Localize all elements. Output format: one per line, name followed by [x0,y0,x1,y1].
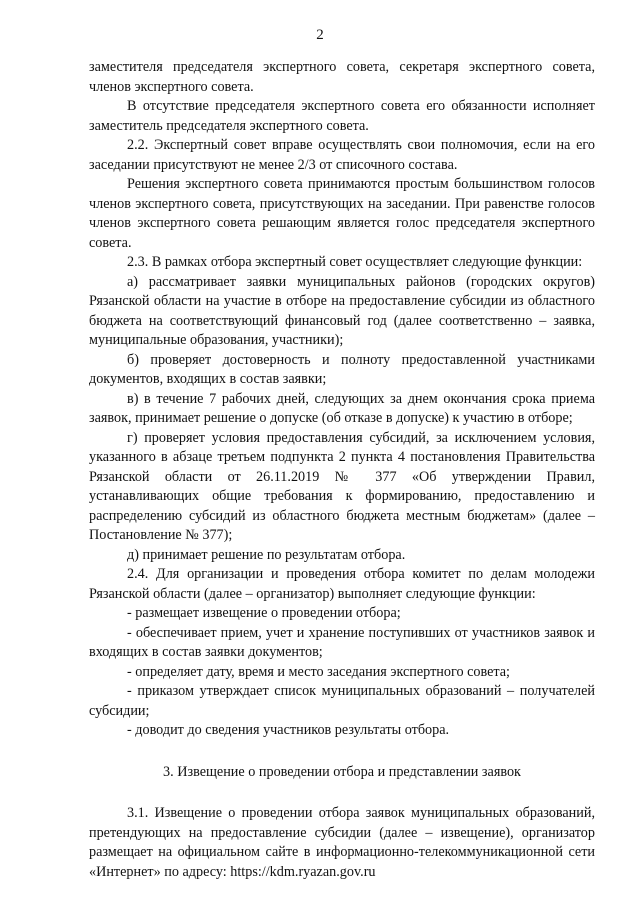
list-item: - размещает извещение о проведении отбора; [127,605,401,621]
paragraph: В отсутствие председателя экспертного совета его обязанности исполняет заместитель председателя экспертного совета. [89,98,595,134]
document-body [89,58,595,882]
paragraph: 3.1. Извещение о проведении отбора заявок муниципальных образований, претендующих на предоставление субсидии (далее – извещение), организатор размещает на официальном сайте в информационно-телекоммуникационной сети «Интернет» по адресу: https://kdm.ryazan.gov.ru [89,805,595,880]
section-heading: 3. Извещение о проведении отбора и представлении заявок [163,763,521,780]
paragraph: 2.3. В рамках отбора экспертный совет осуществляет следующие функции: [127,254,583,270]
paragraph: 2.2. Экспертный совет вправе осуществлять свои полномочия, если на его заседании присутствуют не менее 2/3 от списочного состава. [89,137,595,173]
paragraph: 2.4. Для организации и проведения отбора комитет по делам молодежи Рязанской области (далее – организатор) выполняет следующие функции: [89,566,595,602]
paragraph: Решения экспертного совета принимаются простым большинством голосов членов экспертного совета, присутствующих на заседании. При равенстве голосов членов экспертного совета решающим является голос председателя экспертного совета. [89,176,595,251]
list-item: - определяет дату, время и место заседания экспертного совета; [127,663,510,680]
paragraph: б) проверяет достоверность и полноту предоставленной участниками документов, входящих в состав заявки; [89,351,595,387]
paragraph: заместителя председателя экспертного совета, секретаря экспертного совета, членов экспертного совета. [89,59,595,95]
paragraph: в) в течение 7 рабочих дней, следующих за днем окончания срока приема заявок, принимает решение о допуске (об отказе в допуске) к участию в отборе; [89,390,595,426]
paragraph: д) принимает решение по результатам отбора. [127,546,406,563]
paragraph: г) проверяет условия предоставления субсидий, за исключением условия, указанного в абзаце третьем подпункта 2 пункта 4 постановления Правительства Рязанской области от 26.11.2019 № 377 «Об утверждении Правил, устанавливающих общие требования к формированию, предоставлению и распределению субсидий из областного бюджета местным бюджетам» (далее – Постановление № 377); [89,429,595,543]
list-item: - доводит до сведения участников результаты отбора. [127,722,450,738]
list-item: - обеспечивает прием, учет и хранение поступивших от участников заявок и входящих в состав заявки документов; [89,624,595,660]
list-item: - приказом утверждает список муниципальных образований – получателей субсидии; [89,683,595,719]
paragraph: а) рассматривает заявки муниципальных районов (городских округов) Рязанской области на участие в отборе на предоставление субсидии из областного бюджета на соответствующий финансовый год (далее соответственно – заявка, муниципальные образования, участники); [89,273,595,348]
page-number: 2 [316,27,324,43]
